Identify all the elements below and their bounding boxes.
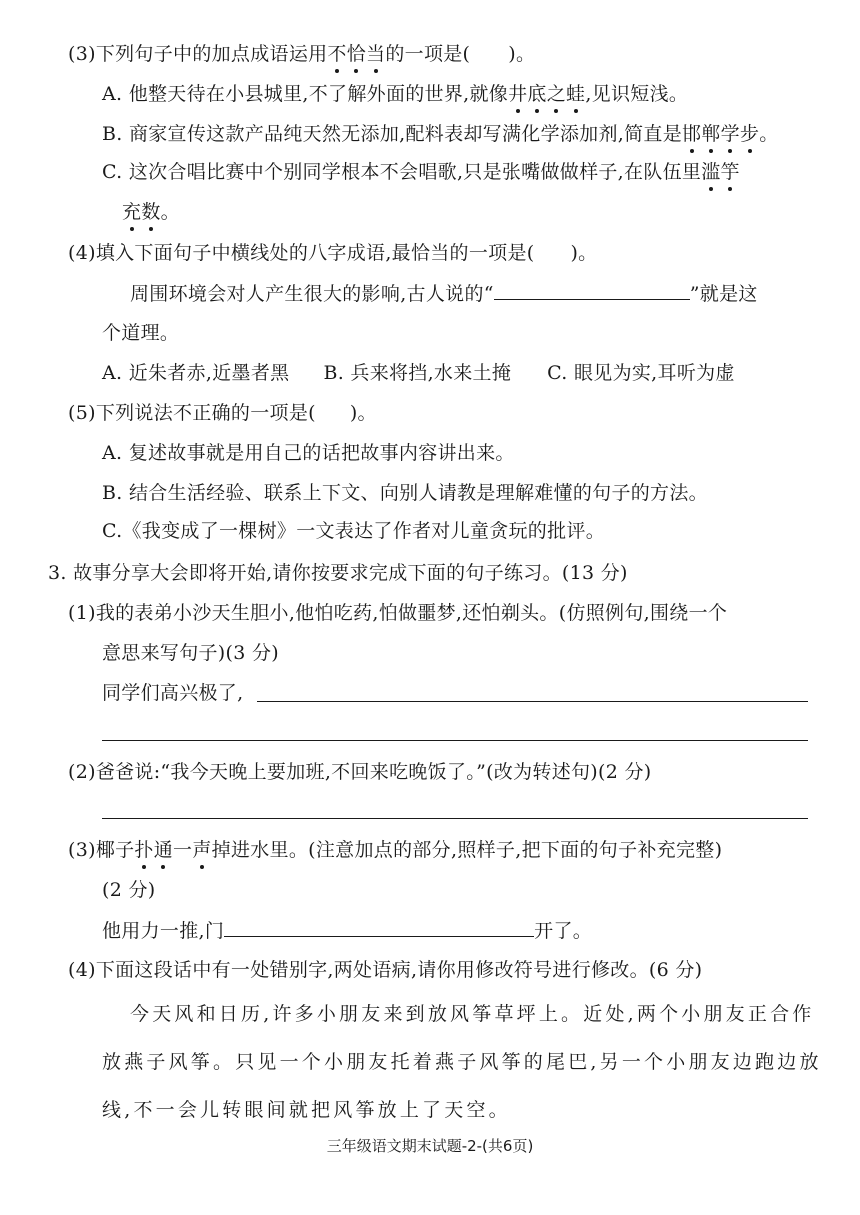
- section-3-part-4: (4)下面这段话中有一处错别字,两处语病,请你用修改符号进行修改。(6 分): [68, 959, 703, 981]
- option-text: A. 他整天待在小县城里,不了解外面的世界,就像: [102, 83, 509, 105]
- fill-blank[interactable]: [494, 281, 690, 300]
- section-3-part-3-answer: [102, 918, 592, 943]
- stem-text: (4)填入下面句子中横线处的八字成语,最恰当的一项是(: [68, 242, 535, 264]
- question-4-stem: [68, 241, 597, 265]
- dotted-text: 不恰当: [327, 43, 386, 65]
- page-footer: 三年级语文期末试题-2-(共6页): [326, 1137, 534, 1155]
- essay-line: 线,不一会儿转眼间就把风筝放上了天空。: [102, 1099, 511, 1121]
- stem-end: )。: [508, 43, 536, 65]
- section-3-part-3-score: (2 分): [102, 879, 156, 901]
- option-c-continued: [122, 200, 180, 224]
- stem-text: 一: [173, 839, 193, 861]
- stem-text: 开了。: [534, 920, 593, 942]
- passage-text: ”就是这: [689, 283, 758, 305]
- stem-text: (3)椰子: [68, 839, 135, 861]
- option-text: 。: [759, 123, 779, 145]
- option-a: [102, 82, 688, 106]
- question-4-options: [102, 361, 735, 385]
- essay-line: 今天风和日历,许多小朋友来到放风筝草坪上。近处,两个小朋友正合作: [130, 1003, 815, 1025]
- option-text: 。: [160, 201, 180, 223]
- stem-text: 的一项是(: [385, 43, 471, 65]
- stem-end: )。: [570, 242, 598, 264]
- stem-end: )。: [349, 402, 377, 424]
- essay-line: 放燕子风筝。只见一个小朋友托着燕子风筝的尾巴,另一个小朋友边跑边放: [102, 1051, 822, 1073]
- section-3-part-1-cont: 意思来写句子)(3 分): [102, 642, 279, 664]
- dotted-idiom: 充数: [122, 201, 161, 223]
- stem-text: 他用力一推,门: [102, 920, 225, 942]
- option-b: [102, 122, 779, 146]
- answer-line[interactable]: [102, 818, 808, 819]
- option-c: [102, 160, 740, 184]
- option-text: B. 商家宣传这款产品纯天然无添加,配料表却写满化学添加剂,简直是: [102, 123, 683, 145]
- option-a: A. 近朱者赤,近墨者黑: [102, 362, 290, 384]
- option-c: C. 眼见为实,耳听为虚: [547, 362, 735, 384]
- stem-text: (5)下列说法不正确的一项是(: [68, 402, 316, 424]
- fill-blank[interactable]: [224, 918, 534, 937]
- stem-text: (3)下列句子中的加点成语运用: [68, 43, 328, 65]
- section-3-title: 3. 故事分享大会即将开始,请你按要求完成下面的句子练习。(13 分): [48, 562, 628, 584]
- dotted-idiom: 邯郸学步: [682, 123, 760, 145]
- dotted-text: 扑通: [134, 839, 174, 861]
- option-b: B. 兵来将挡,水来土掩: [323, 362, 512, 384]
- dotted-text: 声: [192, 839, 212, 861]
- dotted-idiom: 滥竽: [701, 161, 740, 183]
- answer-line[interactable]: [102, 740, 808, 741]
- option-text: C. 这次合唱比赛中个别同学根本不会唱歌,只是张嘴做做样子,在队伍里: [102, 161, 702, 183]
- section-3-part-2: (2)爸爸说:“我今天晚上要加班,不回来吃晚饭了。”(改为转述句)(2 分): [68, 761, 652, 783]
- answer-line[interactable]: [257, 701, 808, 702]
- answer-lead: 同学们高兴极了,: [102, 682, 244, 704]
- question-4-passage-cont: 个道理。: [102, 322, 180, 344]
- question-4-passage: [130, 281, 758, 306]
- stem-text: 掉进水里。(注意加点的部分,照样子,把下面的句子补充完整): [211, 839, 723, 861]
- passage-text: 周围环境会对人产生很大的影响,古人说的“: [130, 283, 494, 305]
- dotted-idiom: 井底之蛙: [508, 83, 586, 105]
- question-5-option-b: B. 结合生活经验、联系上下文、向别人请教是理解难懂的句子的方法。: [102, 482, 708, 504]
- section-3-part-3: [68, 838, 722, 862]
- option-text: ,见识短浅。: [585, 83, 689, 105]
- question-5-stem: [68, 401, 377, 425]
- question-3-stem: [68, 42, 535, 66]
- section-3-part-1: (1)我的表弟小沙天生胆小,他怕吃药,怕做噩梦,还怕剃头。(仿照例句,围绕一个: [68, 602, 728, 624]
- question-5-option-a: A. 复述故事就是用自己的话把故事内容讲出来。: [102, 442, 515, 464]
- question-5-option-c: C.《我变成了一棵树》一文表达了作者对儿童贪玩的批评。: [102, 520, 606, 542]
